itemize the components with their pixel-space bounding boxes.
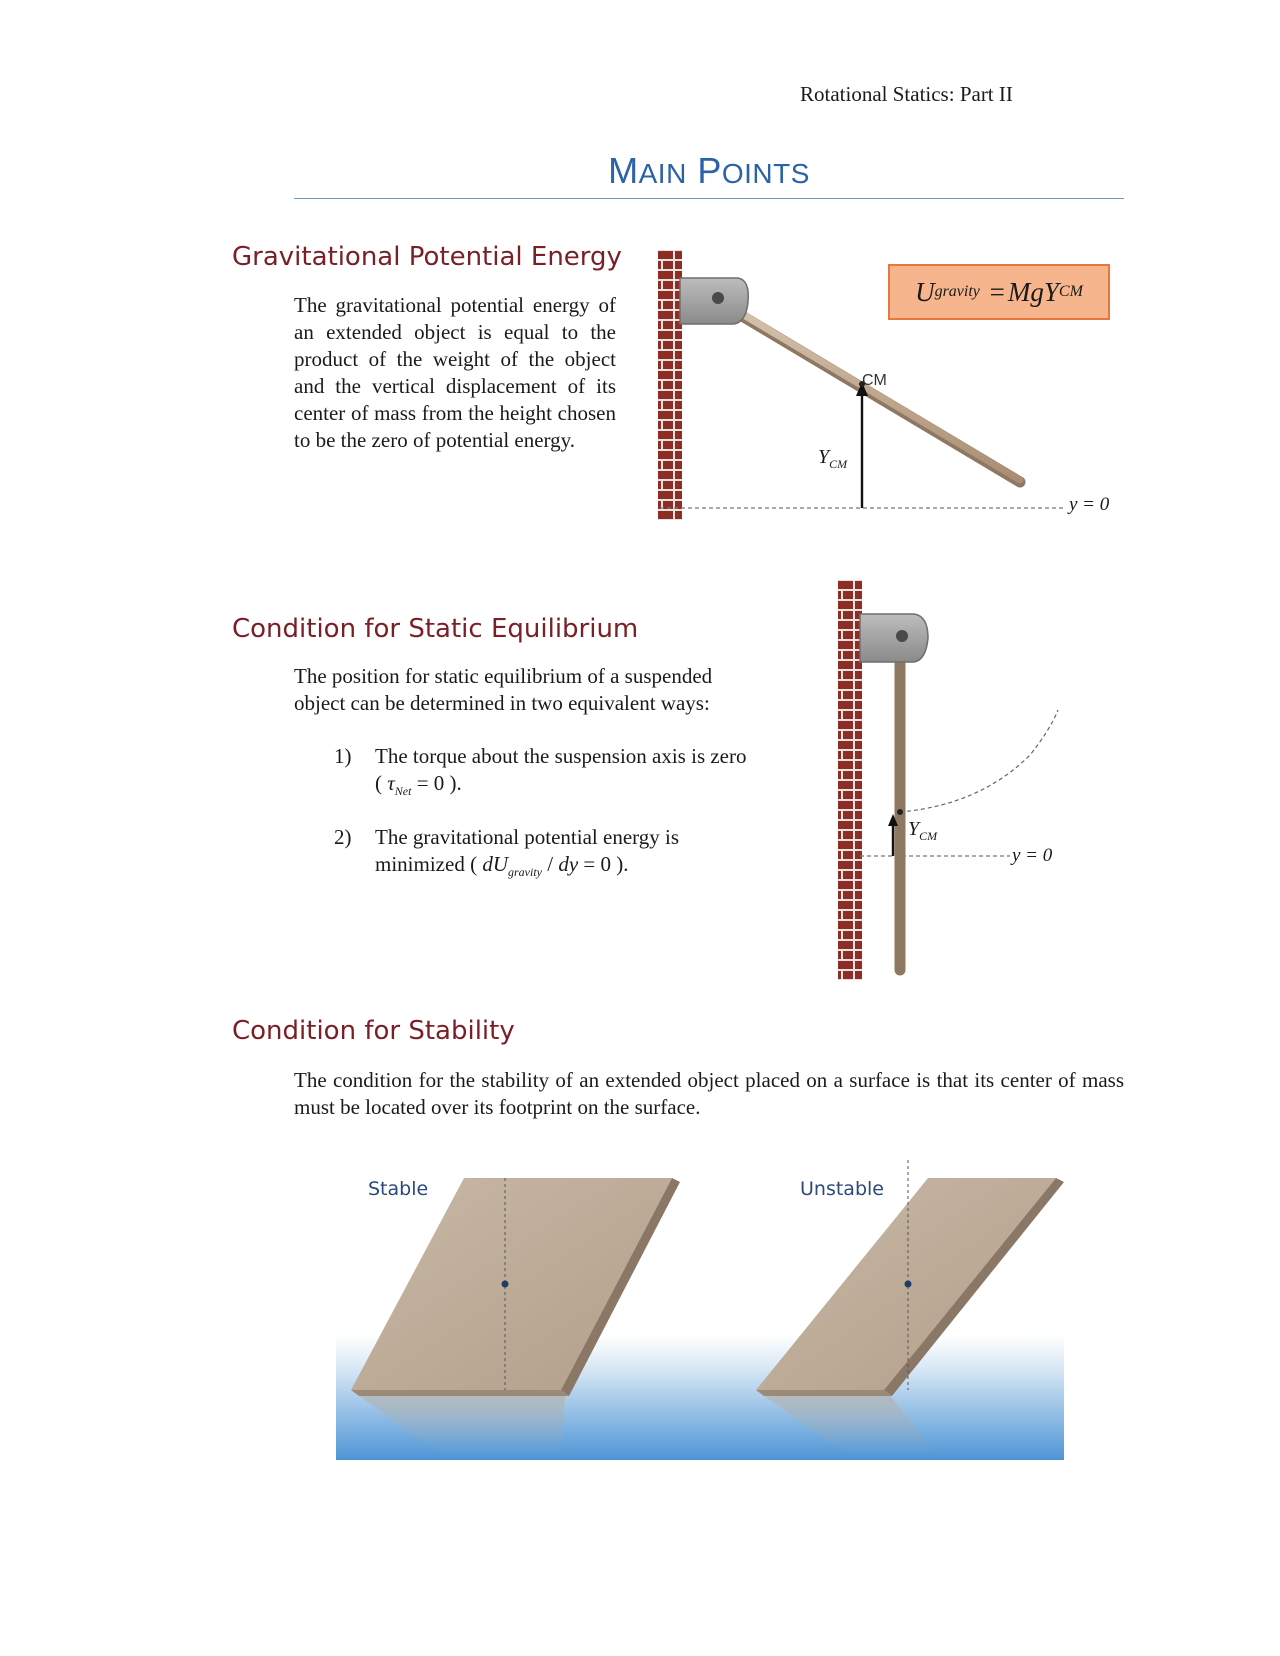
stable-cm-dot [502,1281,509,1288]
ycm-label-1: $Y_{CM}$ [818,446,848,471]
stability-heading: Condition for Stability [232,1016,515,1046]
zero-label-1: y = 0 [1069,494,1110,515]
page-title: MAIN POINTS [608,150,810,191]
cm-label: CM [862,372,887,389]
swing-arc [900,710,1058,812]
stable-label: Stable [368,1178,429,1200]
stability-illustration [336,1160,1064,1460]
equilibrium-heading: Condition for Static Equilibrium [232,614,639,644]
zero-label-2: y = 0 [1012,845,1053,866]
list-item-2: 2) The gravitational potential energy is minimized ( $dU_{gravity}$ / dy = 0 ). [334,825,680,879]
pivot-bracket [860,614,928,662]
gpe-heading: Gravitational Potential Energy [232,242,622,272]
gpe-paragraph: The gravitational potential energy of an extended object is equal to the product of the weight of the object and the vertical displacement of its center of mass from the height chosen to be the zero of potential energy. [294,293,616,452]
pivot-pin [896,630,908,642]
brick-wall [658,250,682,520]
unstable-label: Unstable [800,1178,884,1200]
pivot-pin [712,292,724,304]
formula-rhs: MgY [1007,276,1059,307]
stability-paragraph: The condition for the stability of an extended object placed on a surface is that its center of mass must be located over its footprint on the surface. [294,1068,1124,1119]
list-item-1: 1) The torque about the suspension axis is zero ( $\tau_{Net} = 0$ ). [334,744,747,798]
pivot-rod-diagram [650,250,1130,530]
hanging-rod-diagram [830,580,1090,980]
title-rule [294,198,1124,199]
unstable-cm-dot [905,1281,912,1288]
equilibrium-paragraph: The position for static equilibrium of a suspended object can be determined in two equivalent ways: [294,664,713,715]
running-header: Rotational Statics: Part II [800,82,1013,106]
brick-wall [838,580,862,980]
ycm-label-2: $Y_{CM}$ [908,818,938,843]
gpe-formula: U gravity = MgY CM [888,264,1110,320]
cm-dot [897,809,903,815]
